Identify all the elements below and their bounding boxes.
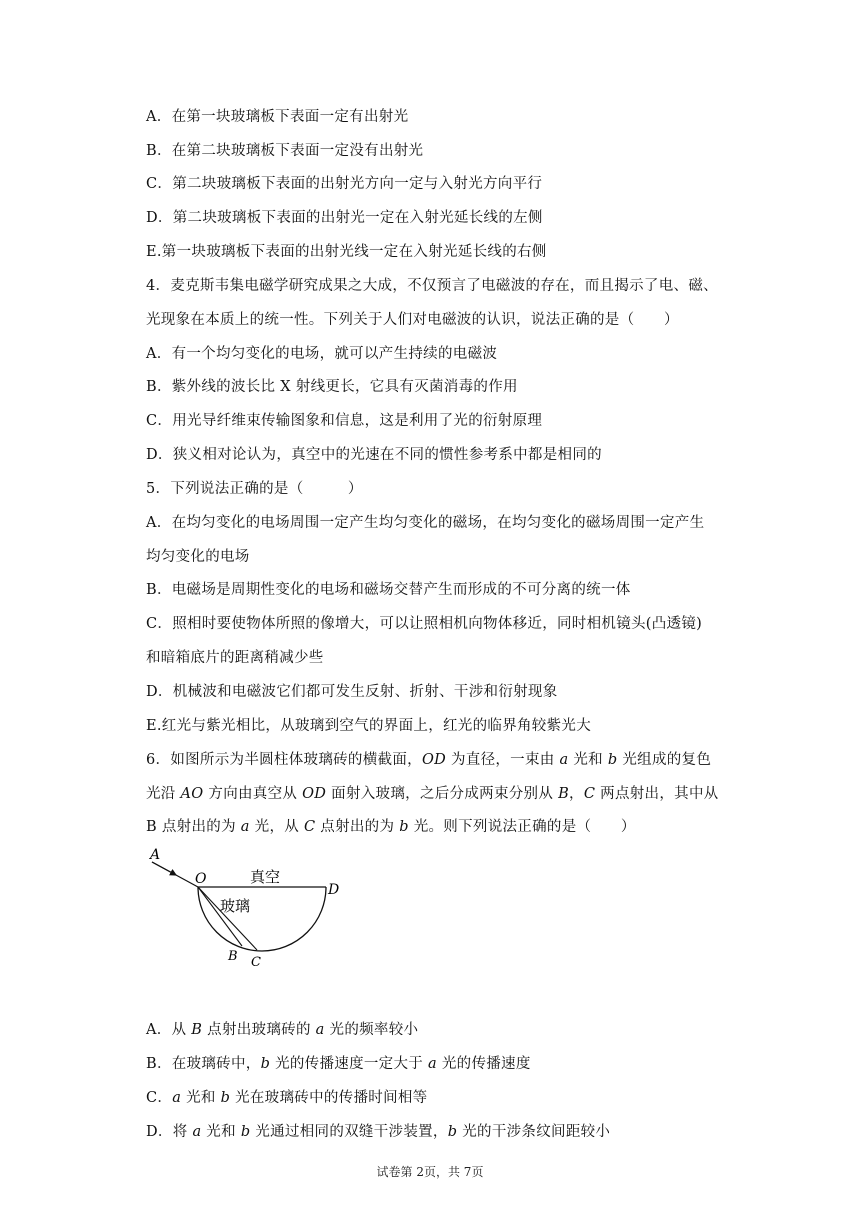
text-segment: 点射出的为 (315, 819, 400, 835)
text-segment: E.红光与紫光相比，从玻璃到空气的界面上，红光的临界角较紫光大 (146, 718, 591, 734)
italic-symbol: a (427, 1056, 437, 1072)
italic-symbol: C (303, 819, 316, 835)
text-segment: D．第二块玻璃板下表面的出射光一定在入射光延长线的左侧 (146, 210, 543, 226)
italic-symbol: a (192, 1124, 202, 1140)
text-segment: 光的干涉条纹间距较小 (457, 1124, 611, 1140)
italic-symbol: B (191, 1022, 203, 1038)
text-segment: 面射入玻璃，之后分成两束分别从 (326, 786, 559, 802)
text-segment: 光，从 (249, 819, 304, 835)
text-segment: C．用光导纤维束传输图象和信息，这是利用了光的衍射原理 (146, 413, 543, 429)
text-segment: 光的频率较小 (324, 1022, 419, 1038)
label-C: C (251, 955, 261, 970)
label-D: D (328, 882, 340, 898)
text-segment: A．从 (146, 1022, 192, 1038)
text-segment: D．将 (146, 1124, 193, 1140)
page-footer: 试卷第 2页，共 7页 (376, 1165, 484, 1179)
italic-symbol: a (315, 1022, 325, 1038)
italic-symbol: OD (421, 752, 447, 768)
text-line (146, 1089, 427, 1107)
text-segment: D．狭义相对论认为，真空中的光速在不同的惯性参考系中都是相同的 (146, 447, 602, 463)
text-segment: 光通过相同的双缝干涉装置， (250, 1124, 448, 1140)
text-segment: D．机械波和电磁波它们都可发生反射、折射、干涉和衍射现象 (146, 684, 558, 700)
text-line (146, 785, 719, 803)
text-line (146, 345, 497, 363)
text-segment: 光。则下列说法正确的是（ ） (408, 819, 636, 835)
label-vacuum: 真空 (250, 868, 281, 886)
italic-symbol: b (240, 1124, 251, 1140)
italic-symbol: a (172, 1090, 182, 1106)
italic-symbol: b (220, 1090, 231, 1106)
text-line (146, 277, 718, 295)
text-line (146, 683, 558, 701)
text-segment: 为直径，一束由 (446, 752, 560, 768)
text-line (146, 615, 702, 633)
text-line (146, 548, 250, 566)
text-segment: 光的传播速度一定大于 (270, 1056, 428, 1072)
italic-symbol: C (583, 786, 596, 802)
text-segment: B．紫外线的波长比 X 射线更长，它具有灭菌消毒的作用 (146, 379, 518, 395)
text-line (146, 581, 631, 599)
text-segment: C．第二块玻璃板下表面的出射光方向一定与入射光方向平行 (146, 176, 543, 192)
text-line (146, 446, 602, 464)
text-line (146, 1123, 610, 1141)
text-segment: A．在第一块玻璃板下表面一定有出射光 (146, 109, 409, 125)
text-line (146, 1021, 418, 1039)
text-line (146, 751, 711, 769)
italic-symbol: b (607, 752, 618, 768)
text-segment: 光组成的复色 (617, 752, 712, 768)
text-line (146, 142, 423, 160)
incident-ray-arrow (152, 862, 176, 875)
text-segment: 方向由真空从 (203, 786, 303, 802)
semicircle-arc (198, 887, 326, 951)
text-segment: 两点射出，其中从 (595, 786, 719, 802)
text-segment: ， (569, 786, 584, 802)
italic-symbol: a (559, 752, 569, 768)
text-line (146, 649, 324, 667)
text-segment: 均匀变化的电场 (146, 549, 250, 565)
text-segment: E.第一块玻璃板下表面的出射光线一定在入射光延长线的右侧 (146, 244, 547, 260)
text-line (146, 108, 408, 126)
text-segment: B．在玻璃砖中， (146, 1056, 261, 1072)
text-segment: 6．如图所示为半圆柱体玻璃砖的横截面， (146, 752, 422, 768)
text-line (146, 717, 591, 735)
text-line (146, 243, 547, 261)
text-segment: 光在玻璃砖中的传播时间相等 (230, 1090, 428, 1106)
text-segment: 和暗箱底片的距离稍减少些 (146, 650, 324, 666)
text-line (146, 1055, 531, 1073)
text-segment: C．照相时要使物体所照的像增大，可以让照相机向物体移近，同时相机镜头(凸透镜) (146, 616, 703, 632)
text-segment: 光沿 (146, 786, 181, 802)
text-segment: A．在均匀变化的电场周围一定产生均匀变化的磁场，在均匀变化的磁场周围一定产生 (146, 515, 705, 531)
label-A: A (150, 847, 161, 863)
text-line (146, 514, 704, 532)
italic-symbol: OD (302, 786, 327, 802)
italic-symbol: b (260, 1056, 271, 1072)
text-segment: C． (146, 1090, 173, 1106)
italic-symbol: AO (180, 786, 204, 802)
text-segment: 光现象在本质上的统一性。下列关于人们对电磁波的认识，说法正确的是（ ） (146, 312, 679, 328)
semicircle-glass-figure (146, 842, 346, 972)
text-segment: 5．下列说法正确的是（ ） (146, 481, 363, 497)
text-line (146, 818, 636, 836)
text-segment: 点射出玻璃砖的 (202, 1022, 316, 1038)
text-segment: B 点射出的为 (146, 819, 241, 835)
text-segment: 光和 (201, 1124, 241, 1140)
text-line (146, 480, 363, 498)
italic-symbol: b (399, 819, 409, 835)
label-glass: 玻璃 (220, 897, 251, 915)
text-line (146, 209, 543, 227)
text-line (146, 412, 542, 430)
text-line (146, 175, 542, 193)
text-segment: 光和 (181, 1090, 221, 1106)
text-segment: 4．麦克斯韦集电磁学研究成果之大成，不仅预言了电磁波的存在，而且揭示了电、磁、 (146, 278, 718, 294)
label-B: B (228, 949, 238, 964)
italic-symbol: B (558, 786, 570, 802)
text-line (146, 311, 679, 329)
text-segment: B．在第二块玻璃板下表面一定没有出射光 (146, 143, 424, 159)
text-segment: B．电磁场是周期性变化的电场和磁场交替产生而形成的不可分离的统一体 (146, 582, 631, 598)
text-segment: 光和 (568, 752, 608, 768)
italic-symbol: b (447, 1124, 458, 1140)
text-line (146, 378, 518, 396)
text-segment: A．有一个均匀变化的电场，就可以产生持续的电磁波 (146, 346, 498, 362)
label-O: O (195, 871, 207, 887)
italic-symbol: a (240, 819, 250, 835)
text-segment: 光的传播速度 (436, 1056, 531, 1072)
